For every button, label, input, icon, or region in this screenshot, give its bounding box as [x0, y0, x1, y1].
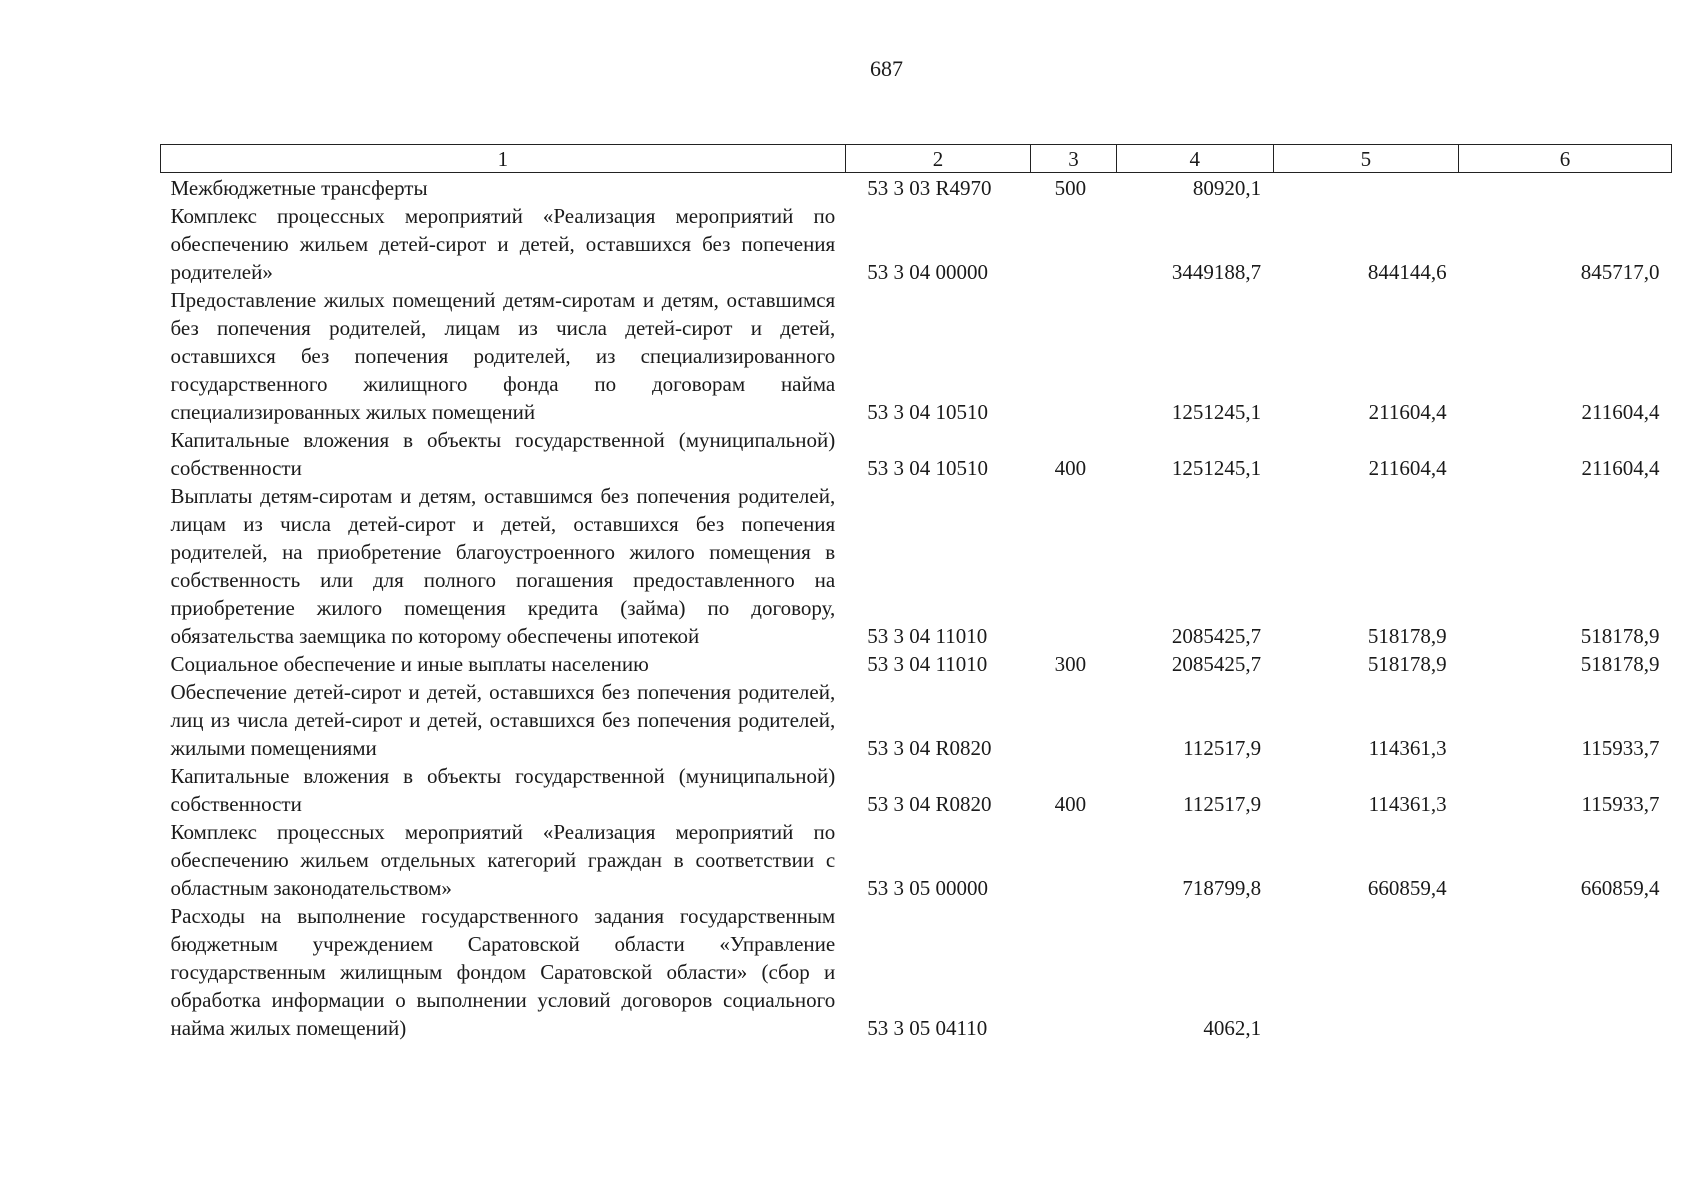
row-expense-type — [1031, 902, 1117, 1042]
row-target-code: 53 3 04 11010 — [867, 624, 988, 648]
header-cell-1: 1 — [161, 145, 846, 173]
row-name: Комплекс процессных мероприятий «Реализация мероприятий по обеспечению жильем отдельных категорий граждан в соответствии с областным законодательством» — [170, 820, 836, 900]
row-amount-col6: 518178,9 — [1580, 624, 1660, 648]
row-target-code: 53 3 04 11010 — [867, 652, 988, 676]
row-amount-col5 — [1273, 173, 1458, 203]
row-amount-col4: 80920,1 — [1192, 176, 1262, 200]
row-amount-col5: 518178,9 — [1367, 652, 1447, 676]
row-name: Комплекс процессных мероприятий «Реализация мероприятий по обеспечению жильем детей-сирот и детей, оставшихся без попечения родителей» — [170, 204, 836, 284]
row-target-code: 53 3 04 R0820 — [867, 792, 992, 816]
row-amount-col5: 114361,3 — [1368, 792, 1447, 816]
row-amount-col6 — [1459, 902, 1672, 1042]
row-name: Обеспечение детей-сирот и детей, оставшихся без попечения родителей, лиц из числа детей-сирот и детей, оставшихся без попечения родителей, жилыми помещениями — [170, 680, 836, 760]
row-target-code: 53 3 05 00000 — [867, 876, 988, 900]
row-amount-col6: 845717,0 — [1580, 260, 1660, 284]
table-row — [161, 426, 1672, 482]
row-amount-col6: 211604,4 — [1581, 456, 1660, 480]
row-expense-type — [1031, 202, 1117, 286]
table-row — [161, 818, 1672, 902]
row-amount-col4: 1251245,1 — [1171, 400, 1262, 424]
row-amount-col6 — [1459, 173, 1672, 203]
table-row — [161, 482, 1672, 650]
row-target-code: 53 3 04 10510 — [867, 400, 988, 424]
row-target-code: 53 3 04 00000 — [867, 260, 988, 284]
row-target-code: 53 3 05 04110 — [867, 1016, 988, 1040]
row-name: Предоставление жилых помещений детям-сиротам и детям, оставшимся без попечения родителей, лицам из числа детей-сирот и детей, оставшихся без попечения родителей, из специализированного государственного жилищного фонда по договорам найма специализированных жилых помещений — [170, 288, 836, 424]
row-expense-type: 400 — [1054, 456, 1087, 480]
page-number: 687 — [870, 56, 903, 81]
row-amount-col5: 114361,3 — [1368, 736, 1447, 760]
row-name: Капитальные вложения в объекты государственной (муниципальной) собственности — [170, 428, 836, 480]
row-amount-col4: 112517,9 — [1183, 792, 1262, 816]
table-body — [161, 173, 1672, 1043]
header-cell-4: 4 — [1116, 145, 1273, 173]
row-amount-col6: 518178,9 — [1580, 652, 1660, 676]
row-expense-type — [1031, 482, 1117, 650]
row-amount-col4: 112517,9 — [1183, 736, 1262, 760]
row-amount-col5: 844144,6 — [1367, 260, 1447, 284]
row-expense-type — [1031, 286, 1117, 426]
row-amount-col4: 718799,8 — [1182, 876, 1262, 900]
row-name: Расходы на выполнение государственного задания государственным бюджетным учреждением Саратовской области «Управление государственным жилищным фондом Саратовской области» (сбор и обработка информации о выполнении условий договоров социального найма жилых помещений) — [170, 904, 836, 1040]
header-cell-3: 3 — [1031, 145, 1117, 173]
header-cell-5: 5 — [1273, 145, 1458, 173]
row-amount-col4: 4062,1 — [1203, 1016, 1262, 1040]
row-target-code: 53 3 04 10510 — [867, 456, 988, 480]
row-target-code: 53 3 03 R4970 — [867, 176, 992, 200]
header-cell-2: 2 — [845, 145, 1030, 173]
row-amount-col5: 211604,4 — [1368, 456, 1447, 480]
header-cell-6: 6 — [1459, 145, 1672, 173]
table-header-row — [161, 145, 1672, 173]
row-amount-col6: 115933,7 — [1581, 792, 1660, 816]
row-amount-col4: 2085425,7 — [1171, 652, 1262, 676]
row-amount-col5: 660859,4 — [1367, 876, 1447, 900]
row-expense-type — [1031, 678, 1117, 762]
table-row — [161, 902, 1672, 1042]
row-expense-type: 300 — [1054, 652, 1087, 676]
budget-table — [160, 144, 1672, 1042]
row-name: Выплаты детям-сиротам и детям, оставшимся без попечения родителей, лицам из числа детей-сирот и детей, оставшихся без попечения родителей, на приобретение благоустроенного жилого помещения в собственность или для полного погашения предоставленного на приобретение жилого помещения кредита (займа) по договору, обязательства заемщика по которому обеспечены ипотекой — [170, 484, 836, 648]
row-amount-col6: 115933,7 — [1581, 736, 1660, 760]
row-amount-col5 — [1273, 902, 1458, 1042]
row-amount-col6: 211604,4 — [1581, 400, 1660, 424]
table-row — [161, 650, 1672, 678]
row-name: Социальное обеспечение и иные выплаты населению — [170, 652, 649, 676]
row-expense-type — [1031, 818, 1117, 902]
row-expense-type: 500 — [1054, 176, 1087, 200]
table-row — [161, 173, 1672, 203]
row-name: Межбюджетные трансферты — [170, 176, 428, 200]
row-amount-col4: 2085425,7 — [1171, 624, 1262, 648]
row-target-code: 53 3 04 R0820 — [867, 736, 992, 760]
row-amount-col4: 3449188,7 — [1171, 260, 1262, 284]
table-row — [161, 286, 1672, 426]
row-amount-col6: 660859,4 — [1580, 876, 1660, 900]
row-amount-col5: 211604,4 — [1368, 400, 1447, 424]
table-row — [161, 762, 1672, 818]
row-name: Капитальные вложения в объекты государственной (муниципальной) собственности — [170, 764, 836, 816]
row-amount-col5: 518178,9 — [1367, 624, 1447, 648]
row-amount-col4: 1251245,1 — [1171, 456, 1262, 480]
table-row — [161, 202, 1672, 286]
table-row — [161, 678, 1672, 762]
row-expense-type: 400 — [1054, 792, 1087, 816]
